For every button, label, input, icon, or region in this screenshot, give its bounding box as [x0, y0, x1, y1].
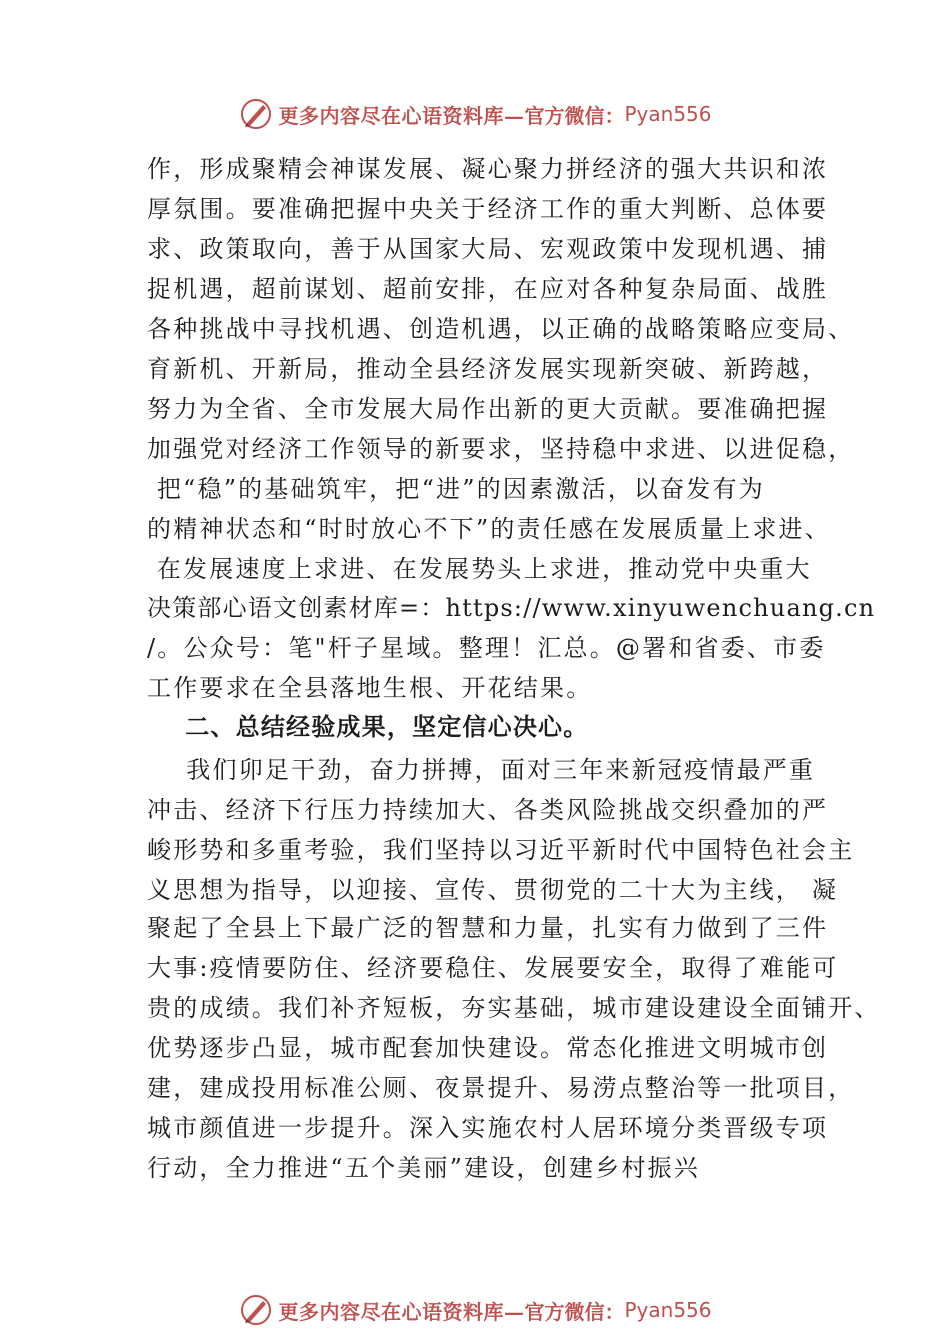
banner-text: 更多内容尽在心语资料库— — [278, 103, 525, 128]
banner-wechat-label: 官方微信： — [524, 1299, 625, 1324]
text-line: 在发展速度上求进、在发展势头上求进，推动党中央重大 — [147, 555, 812, 583]
header-watermark-banner — [0, 92, 950, 136]
text-line: 的精神状态和“时时放心不下”的责任感在发展质量上求进、 — [147, 515, 831, 543]
text-line: 贵的成绩。我们补齐短板，夯实基础，城市建设建设全面铺开、 — [147, 994, 881, 1022]
text-line: 各种挑战中寻找机遇、创造机遇，以正确的战略策略应变局、 — [147, 315, 855, 343]
text-line: 厚氛围。要准确把握中央关于经济工作的重大判断、总体要 — [147, 195, 829, 223]
text-line: 我们卯足干劲，奋力拼搏，面对三年来新冠疫情最严重 — [147, 756, 816, 784]
banner-wechat-label: 官方微信： — [524, 103, 625, 128]
text-line: 优势逐步凸显，城市配套加快建设。常态化推进文明城市创 — [147, 1034, 829, 1062]
banner-wechat-id: Pyan556 — [624, 1298, 712, 1322]
text-line: 行动，全力推进“五个美丽”建设，创建乡村振兴 — [147, 1154, 700, 1182]
text-line: 工作要求在全县落地生根、开花结果。 — [147, 674, 593, 702]
text-line: 聚起了全县上下最广泛的智慧和力量，扎实有力做到了三件 — [147, 914, 829, 942]
text-line: 作，形成聚精会神谋发展、凝心聚力拼经济的强大共识和浓 — [147, 155, 829, 183]
text-line: 加强党对经济工作领导的新要求，坚持稳中求进、以进促稳， — [147, 435, 855, 463]
section-heading: 二、总结经验成果，坚定信心决心。 — [147, 713, 589, 741]
text-line: 育新机、开新局，推动全县经济发展实现新突破、新跨越， — [147, 355, 829, 383]
pen-logo-icon — [238, 96, 274, 132]
text-line: 求、政策取向，善于从国家大局、宏观政策中发现机遇、捕 — [147, 235, 829, 263]
banner-wechat-id: Pyan556 — [624, 102, 712, 126]
text-line: 冲击、经济下行压力持续加大、各类风险挑战交织叠加的严 — [147, 796, 829, 824]
banner-text: 更多内容尽在心语资料库— — [278, 1299, 525, 1324]
text-line: 大事:疫情要防住、经济要稳住、发展要安全，取得了难能可 — [147, 954, 839, 982]
text-line: 捉机遇，超前谋划、超前安排，在应对各种复杂局面、战胜 — [147, 275, 829, 303]
text-line: 把“稳”的基础筑牢，把“进”的因素激活，以奋发有为 — [147, 475, 765, 503]
text-line: 建，建成投用标准公厕、夜景提升、易涝点整治等一批项目， — [147, 1074, 855, 1102]
text-line: 努力为全省、全市发展大局作出新的更大贡献。要准确把握 — [147, 395, 829, 423]
text-line: 城市颜值进一步提升。深入实施农村人居环境分类晋级专项 — [147, 1114, 829, 1142]
pen-logo-icon — [238, 1292, 274, 1328]
text-line: 决策部心语文创素材库=：https://www.xinyuwenchuang.cn — [147, 594, 876, 622]
text-line: 义思想为指导，以迎接、宣传、贯彻党的二十大为主线， 凝 — [147, 876, 839, 904]
text-line: /。公众号：笔"杆子星域。整理！汇总。@署和省委、市委 — [147, 634, 826, 662]
footer-watermark-banner — [0, 1288, 950, 1332]
text-line: 峻形势和多重考验，我们坚持以习近平新时代中国特色社会主 — [147, 836, 855, 864]
